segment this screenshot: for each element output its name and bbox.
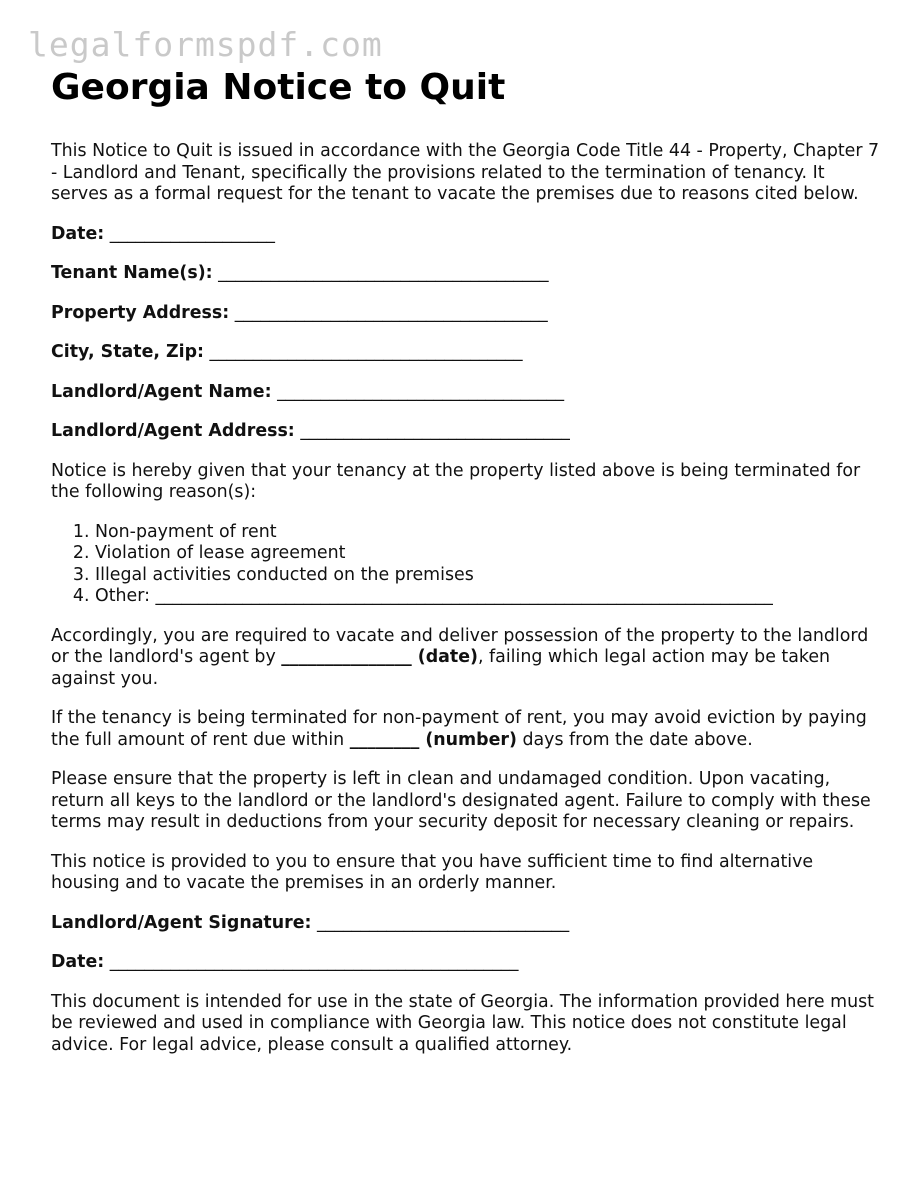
nonpayment-text-1: If the tenancy is being terminated for non-payment of rent, you may avoid eviction by paying the full amount of rent due within: [51, 708, 867, 750]
property-address-field: [51, 303, 881, 325]
intro-paragraph: This Notice to Quit is issued in accordance with the Georgia Code Title 44 - Property, Chapter 7 - Landlord and Tenant, specifically the provisions related to the termination of tenancy. It serves as a formal request for the tenant to vacate the premises due to reasons cited below.: [51, 141, 880, 205]
date-label: Date:: [51, 223, 105, 244]
vacate-date-blank: _______________ (date): [281, 647, 478, 668]
date-field: [51, 224, 881, 246]
reason-item: 2. Violation of lease agreement: [95, 543, 881, 565]
signature-date-blank: _______________________________________________: [109, 952, 519, 973]
document-page: [51, 66, 881, 1074]
watermark-logo: legalformspdf.com: [28, 25, 383, 64]
property-address-blank: ____________________________________: [234, 302, 548, 323]
nonpayment-paragraph: [51, 708, 881, 751]
signature-date-label: Date:: [51, 952, 105, 973]
signature-label: Landlord/Agent Signature:: [51, 912, 312, 933]
disclaimer-paragraph: This document is intended for use in the state of Georgia. The information provided here must be reviewed and used in compliance with Georgia law. This notice does not constitute legal advice. For legal advice, please consult a qualified attorney.: [51, 991, 874, 1055]
condition-paragraph: Please ensure that the property is left in clean and undamaged condition. Upon vacating, return all keys to the landlord or the landlord's designated agent. Failure to comply with these terms may result in deductions from your security deposit for necessary cleaning or repairs.: [51, 769, 871, 833]
city-state-zip-label: City, State, Zip:: [51, 342, 204, 363]
tenant-name-blank: ______________________________________: [218, 263, 549, 284]
vacate-paragraph: [51, 626, 881, 691]
landlord-name-blank: _________________________________: [277, 381, 565, 402]
reason-item: 4. Other: _______________________________________________________________________: [95, 586, 881, 608]
time-paragraph: This notice is provided to you to ensure that you have sufficient time to find alternative housing and to vacate the premises in an orderly manner.: [51, 851, 814, 894]
vacate-text-2: , failing which legal action may be taken against you.: [51, 647, 831, 689]
city-state-zip-blank: ____________________________________: [209, 342, 523, 363]
reason-item: 1. Non-payment of rent: [95, 522, 881, 544]
vacate-text-1: Accordingly, you are required to vacate and deliver possession of the property to the landlord or the landlord's agent by: [51, 625, 869, 668]
landlord-address-field: [51, 421, 881, 443]
landlord-address-label: Landlord/Agent Address:: [51, 421, 295, 442]
document-title: Georgia Notice to Quit: [51, 67, 506, 108]
reasons-list: [51, 522, 881, 608]
landlord-name-field: [51, 382, 881, 404]
date-blank: ___________________: [109, 223, 275, 244]
landlord-address-blank: _______________________________: [300, 421, 570, 442]
signature-field: [51, 913, 881, 935]
notice-paragraph: Notice is hereby given that your tenancy at the property listed above is being terminated for the following reason(s):: [51, 460, 861, 503]
nonpayment-text-2: days from the date above.: [516, 729, 753, 750]
reason-item: 3. Illegal activities conducted on the premises: [95, 565, 881, 587]
landlord-name-label: Landlord/Agent Name:: [51, 381, 272, 402]
tenant-name-label: Tenant Name(s):: [51, 263, 213, 284]
city-state-zip-field: [51, 342, 881, 364]
signature-blank: _____________________________: [316, 912, 570, 933]
signature-date-field: [51, 952, 881, 974]
nonpayment-days-blank: ________ (number): [349, 729, 517, 750]
tenant-name-field: [51, 263, 881, 285]
property-address-label: Property Address:: [51, 302, 230, 323]
